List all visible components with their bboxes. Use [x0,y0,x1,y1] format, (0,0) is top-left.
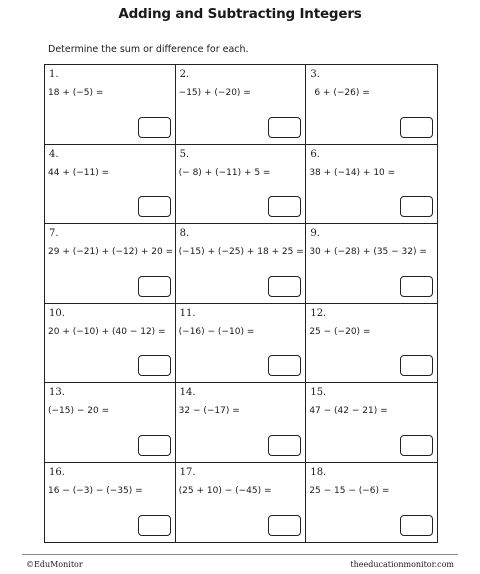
answer-box[interactable] [400,515,433,536]
answer-box[interactable] [268,196,301,217]
problem-cell [45,65,176,145]
problem-number: 7. [49,228,59,239]
problem-cell [306,383,437,463]
problem-cell [45,463,176,543]
problem-expression: (−15) + (−25) + 18 + 25 = [178,247,304,257]
problem-expression: 6 + (−26) = [314,88,370,98]
problem-number: 14. [179,387,196,398]
problem-expression: (−16) − (−10) = [178,326,255,337]
problem-expression: (−15) − 20 = [48,406,110,416]
problem-expression: 20 + (−10) + (40 − 12) = [48,326,166,337]
problem-cell [176,383,307,463]
problem-cell [45,383,176,463]
answer-box[interactable] [138,276,171,297]
worksheet-title: Adding and Subtracting Integers [118,6,362,22]
problem-expression: 25 − (−20) = [309,326,371,337]
problem-expression: 29 + (−21) + (−12) + 20 = [48,247,174,257]
footer-website: theeducationmonitor.com [350,560,454,569]
problem-cell [176,463,307,543]
answer-box[interactable] [400,276,433,297]
answer-box[interactable] [400,435,433,456]
problem-number: 17. [179,466,196,478]
problem-expression: 47 − (42 − 21) = [309,406,388,416]
problem-number: 1. [49,69,59,80]
problem-expression: 25 − 15 − (−6) = [309,485,390,496]
problem-expression: 18 + (−5) = [48,88,104,98]
problem-number: 5. [179,148,190,160]
problem-cell [176,145,307,225]
problem-number: 16. [49,466,65,478]
problem-cell [306,463,437,543]
answer-box[interactable] [138,515,171,536]
problem-cell [176,65,307,145]
problem-expression: (− 8) + (−11) + 5 = [178,167,271,178]
problem-cell [306,65,437,145]
problem-number: 13. [49,387,65,398]
problem-number: 3. [310,69,320,80]
problem-expression: 16 − (−3) − (−35) = [48,485,143,496]
problem-number: 10. [49,307,65,319]
answer-box[interactable] [268,117,301,138]
answer-box[interactable] [138,117,171,138]
problem-cell [306,145,437,225]
problem-cell [45,224,176,304]
problem-grid [44,64,438,543]
problem-number: 11. [179,307,196,319]
problem-number: 6. [310,148,320,160]
problem-number: 9. [310,228,320,239]
answer-box[interactable] [138,435,171,456]
problem-expression: 38 + (−14) + 10 = [309,167,396,178]
problem-number: 8. [179,228,190,239]
answer-box[interactable] [268,355,301,376]
problem-cell [45,304,176,384]
problem-cell [45,145,176,225]
problem-cell [176,224,307,304]
problem-expression: −15) + (−20) = [178,88,251,98]
problem-number: 18. [310,466,327,478]
answer-box[interactable] [138,196,171,217]
problem-number: 15. [310,387,327,398]
answer-box[interactable] [268,435,301,456]
problem-number: 2. [179,69,190,80]
problem-expression: 32 − (−17) = [178,406,240,416]
footer-divider [22,554,458,555]
problem-number: 4. [49,148,59,160]
answer-box[interactable] [138,355,171,376]
problem-cell [306,224,437,304]
answer-box[interactable] [268,515,301,536]
instructions: Determine the sum or difference for each. [48,44,249,55]
answer-box[interactable] [268,276,301,297]
footer-copyright: ©EduMonitor [26,560,83,569]
answer-box[interactable] [400,196,433,217]
answer-box[interactable] [400,355,433,376]
problem-number: 12. [310,307,327,319]
problem-expression: 44 + (−11) = [48,167,110,178]
answer-box[interactable] [400,117,433,138]
problem-expression: (25 + 10) − (−45) = [178,485,272,496]
problem-expression: 30 + (−28) + (35 − 32) = [309,247,427,257]
problem-cell [176,304,307,384]
problem-cell [306,304,437,384]
